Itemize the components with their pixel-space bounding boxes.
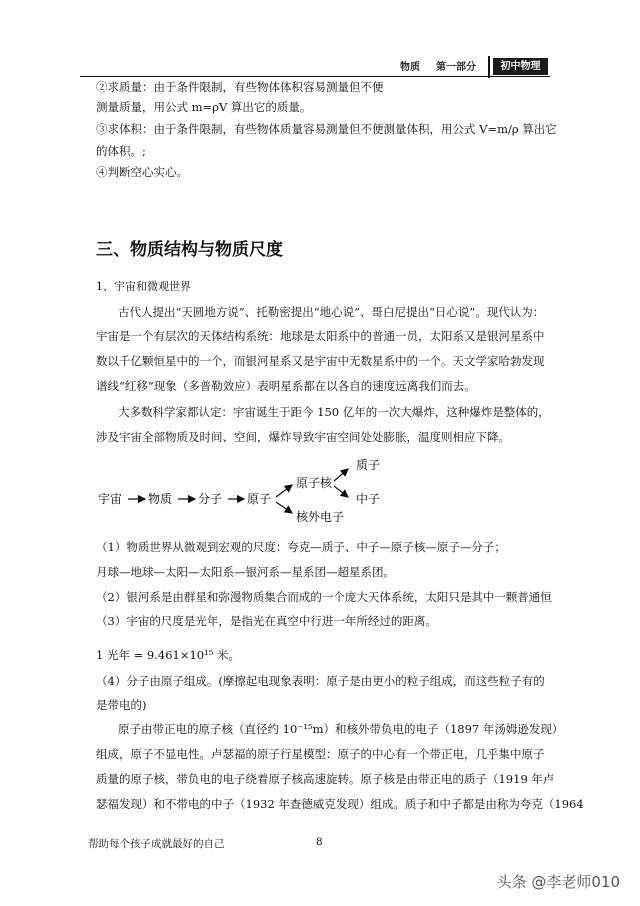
para5-line-4: 瑟福发现）和不带电的中子（1932 年查德威克发现）组成。质子和中子都是由称为夸克（1964 — [96, 797, 584, 811]
page-number: 8 — [316, 836, 323, 848]
para5-line-1: 原子由带正电的原子核（直径约 10⁻¹⁵m）和核外带负电的电子（1897 年汤姆逊发现） — [118, 722, 564, 736]
para3-line-2: 月球—地球—太阳—太阳系—银河系—星系团—超星系团。 — [96, 565, 395, 579]
para3-line-4: （3）宇宙的尺度是光年，是指光在真空中行进一年所经过的距离。 — [96, 614, 437, 628]
node-molecule: 分子 — [198, 492, 223, 506]
footer-slogan: 帮助每个孩子成就最好的自己 — [88, 838, 225, 850]
line-3: ③求体积：由于条件限制，有些物体质量容易测量但不便测量体积，用公式 V=m/ρ 算出它 — [96, 122, 557, 136]
node-neutron: 中子 — [356, 492, 381, 506]
header-badge: 初中物理 — [493, 58, 548, 75]
para1-line-1: 古代人提出“天圆地方说”、托勒密提出“地心说”、哥白尼提出“日心说”。现代认为： — [118, 305, 545, 319]
para5-line-3: 质量的原子核，带负电的电子绕着原子核高速旋转。原子核是由带正电的质子（1919 年卢 — [96, 772, 555, 786]
light-year-def: 1 光年 = 9.461×10¹⁵ 米。 — [96, 648, 240, 662]
para2-line-2: 涉及宇宙全部物质及时间、空间，爆炸导致宇宙空间处处膨胀，温度则相应下降。 — [96, 430, 510, 444]
para1-line-4: 谱线“红移”现象（多普勒效应）表明星系都在以各自的速度远离我们而去。 — [96, 379, 476, 393]
para2-line-1: 大多数科学家都认定：宇宙诞生于距今 150 亿年的一次大爆炸，这种爆炸是整体的， — [118, 405, 550, 419]
para1-line-3: 数以千亿颗恒星中的一个，而银河星系又是宇宙中无数星系中的一个。天文学家哈勃发现 — [96, 354, 545, 368]
line-5: ④判断空心实心。 — [96, 165, 188, 179]
node-electron: 核外电子 — [296, 510, 345, 524]
para5-line-2: 组成，原子不显电性。卢瑟福的原子行星模型：原子的中心有一个带正电，几乎集中原子 — [96, 747, 545, 761]
node-proton: 质子 — [356, 458, 381, 472]
para3-line-3: （2）银河系是由群星和弥漫物质集合而成的一个庞大天体系统，太阳只是其中一颗普通恒 — [96, 590, 552, 604]
para3-line-1: （1）物质世界从微观到宏观的尺度：夸克—质子、中子—原子核—原子—分子； — [96, 540, 506, 554]
line-4: 的体积。; — [96, 144, 146, 158]
node-atom: 原子 — [247, 492, 272, 506]
node-matter: 物质 — [148, 492, 173, 506]
line-1: ②求质量：由于条件限制，有些物体体积容易测量但不便 — [96, 80, 384, 94]
structure-diagram — [90, 455, 420, 535]
para4-line-2: 是带电的) — [96, 698, 147, 712]
header-rule — [80, 76, 550, 77]
node-universe: 宇宙 — [98, 492, 123, 506]
subsection-title: 1、宇宙和微观世界 — [96, 280, 191, 293]
section-title: 三、物质结构与物质尺度 — [96, 240, 283, 260]
header-tab-matter: 物质 — [400, 62, 420, 73]
node-nucleus: 原子核 — [296, 476, 333, 490]
header-divider — [488, 56, 490, 78]
watermark: 头条 @李老师010 — [496, 873, 620, 891]
line-2: 测量质量，用公式 m=ρV 算出它的质量。 — [96, 100, 312, 114]
para1-line-2: 宇宙是一个有层次的天体结构系统：地球是太阳系中的普通一员，太阳系又是银河星系中 — [96, 329, 545, 343]
para4-line-1: （4）分子由原子组成。(摩擦起电现象表明：原子是由更小的粒子组成，而这些粒子有的 — [96, 674, 545, 688]
header-tab-part-one: 第一部分 — [436, 62, 476, 73]
